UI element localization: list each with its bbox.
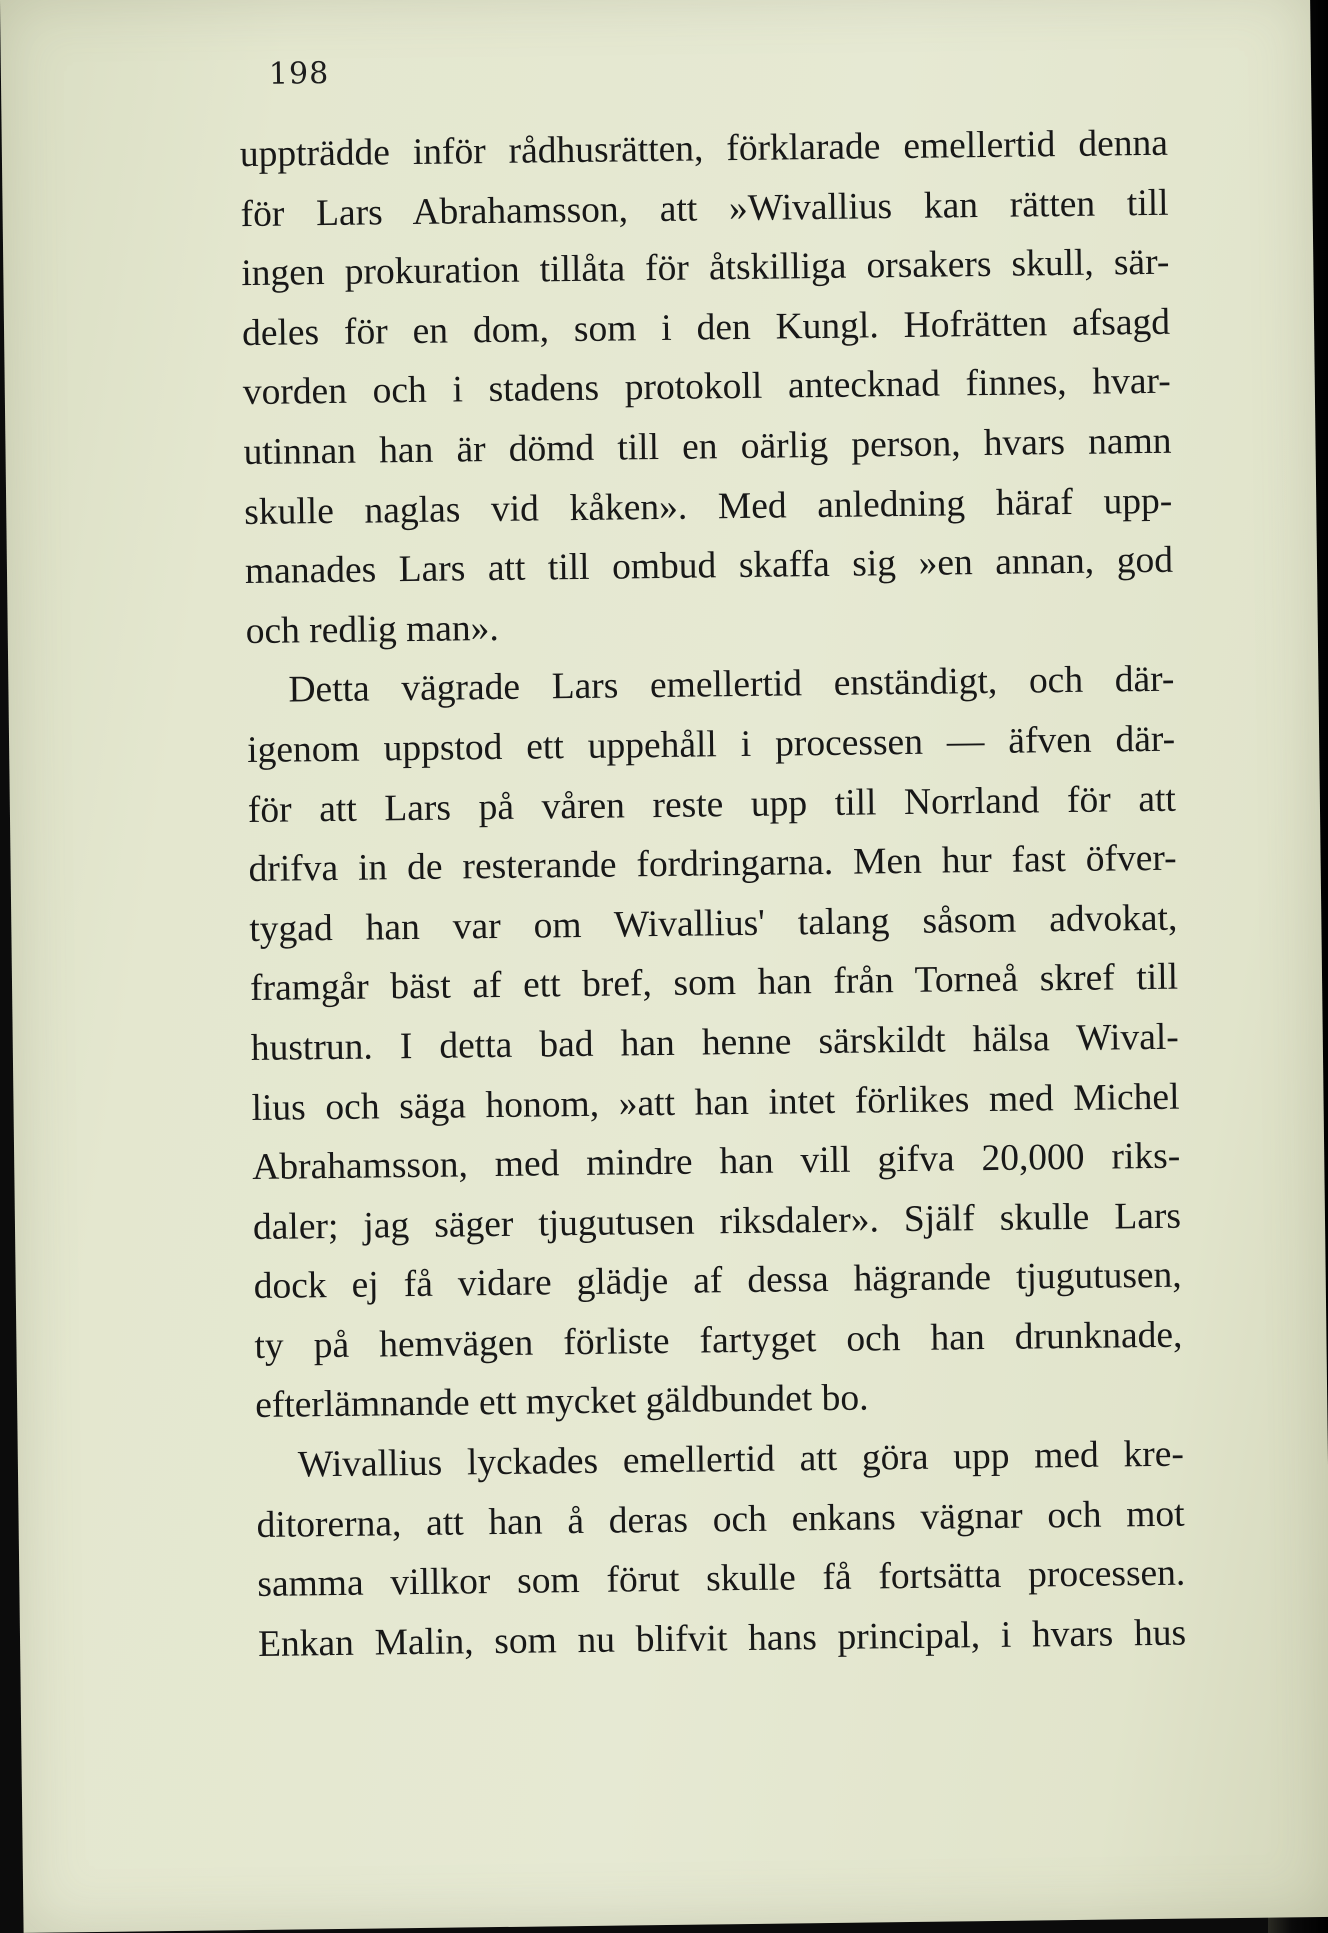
text-line: för att Lars på våren reste upp till Norrland för att xyxy=(247,778,1177,831)
text-line: efterlämnande ett mycket gäldbundet bo. xyxy=(254,1377,869,1427)
text-line: skulle naglas vid kåken». Med anledning häraf upp- xyxy=(244,480,1173,533)
text-line: igenom uppstod ett uppehåll i processen — äfven där- xyxy=(246,718,1176,771)
text-line: ditorerna, att han å deras och enkans vägnar och mot xyxy=(256,1493,1185,1546)
text-line: vorden och i stadens protokoll antecknad finnes, hvar- xyxy=(242,361,1171,414)
text-line: utinnan han är dömd till en oärlig person, hvars namn xyxy=(243,420,1172,474)
text-line: Wivallius lyckades emellertid att göra upp med kre- xyxy=(297,1433,1185,1486)
text-line: lius och säga honom, »att han intet förlikes med Michel xyxy=(251,1076,1180,1129)
text-line: Detta vägrade Lars emellertid enständigt, och där- xyxy=(288,659,1175,711)
text-line: dock ej få vidare glädje af dessa hägrande tjugutusen, xyxy=(253,1254,1182,1308)
text-line: uppträdde inför rådhusrätten, förklarade emellertid denna xyxy=(239,122,1169,176)
page-number: 198 xyxy=(268,55,330,92)
text-line: ingen prokuration tillåta för åtskilliga orsakers skull, sär- xyxy=(241,241,1170,295)
text-line: framgår bäst af ett bref, som han från Torneå skref till xyxy=(249,956,1179,1010)
text-line: manades Lars att till ombud skaffa sig »en annan, god xyxy=(244,539,1174,593)
text-line: Enkan Malin, som nu blifvit hans principal, i hvars hus xyxy=(257,1612,1187,1665)
text-line: drifva in de resterande fordringarna. Men hur fast öfver- xyxy=(248,837,1177,891)
body-text xyxy=(240,114,1187,1675)
text-line: ty på hemvägen förliste fartyget och han drunknade, xyxy=(254,1314,1183,1367)
text-line: och redlig man». xyxy=(245,607,500,652)
text-line: för Lars Abrahamsson, att »Wivallius kan rätten till xyxy=(240,182,1169,235)
text-line: hustrun. I detta bad han henne särskildt hälsa Wival- xyxy=(250,1016,1180,1069)
text-line: tygad han var om Wivallius' talang såsom advokat, xyxy=(249,897,1178,950)
text-line: samma villkor som förut skulle få fortsätta processen. xyxy=(257,1552,1186,1606)
text-line: deles för en dom, som i den Kungl. Hofrätten afsagd xyxy=(241,301,1171,354)
text-line: daler; jag säger tjugutusen riksdaler». Själf skulle Lars xyxy=(252,1195,1182,1248)
text-line: Abrahamsson, med mindre han vill gifva 20,000 riks- xyxy=(252,1135,1181,1189)
